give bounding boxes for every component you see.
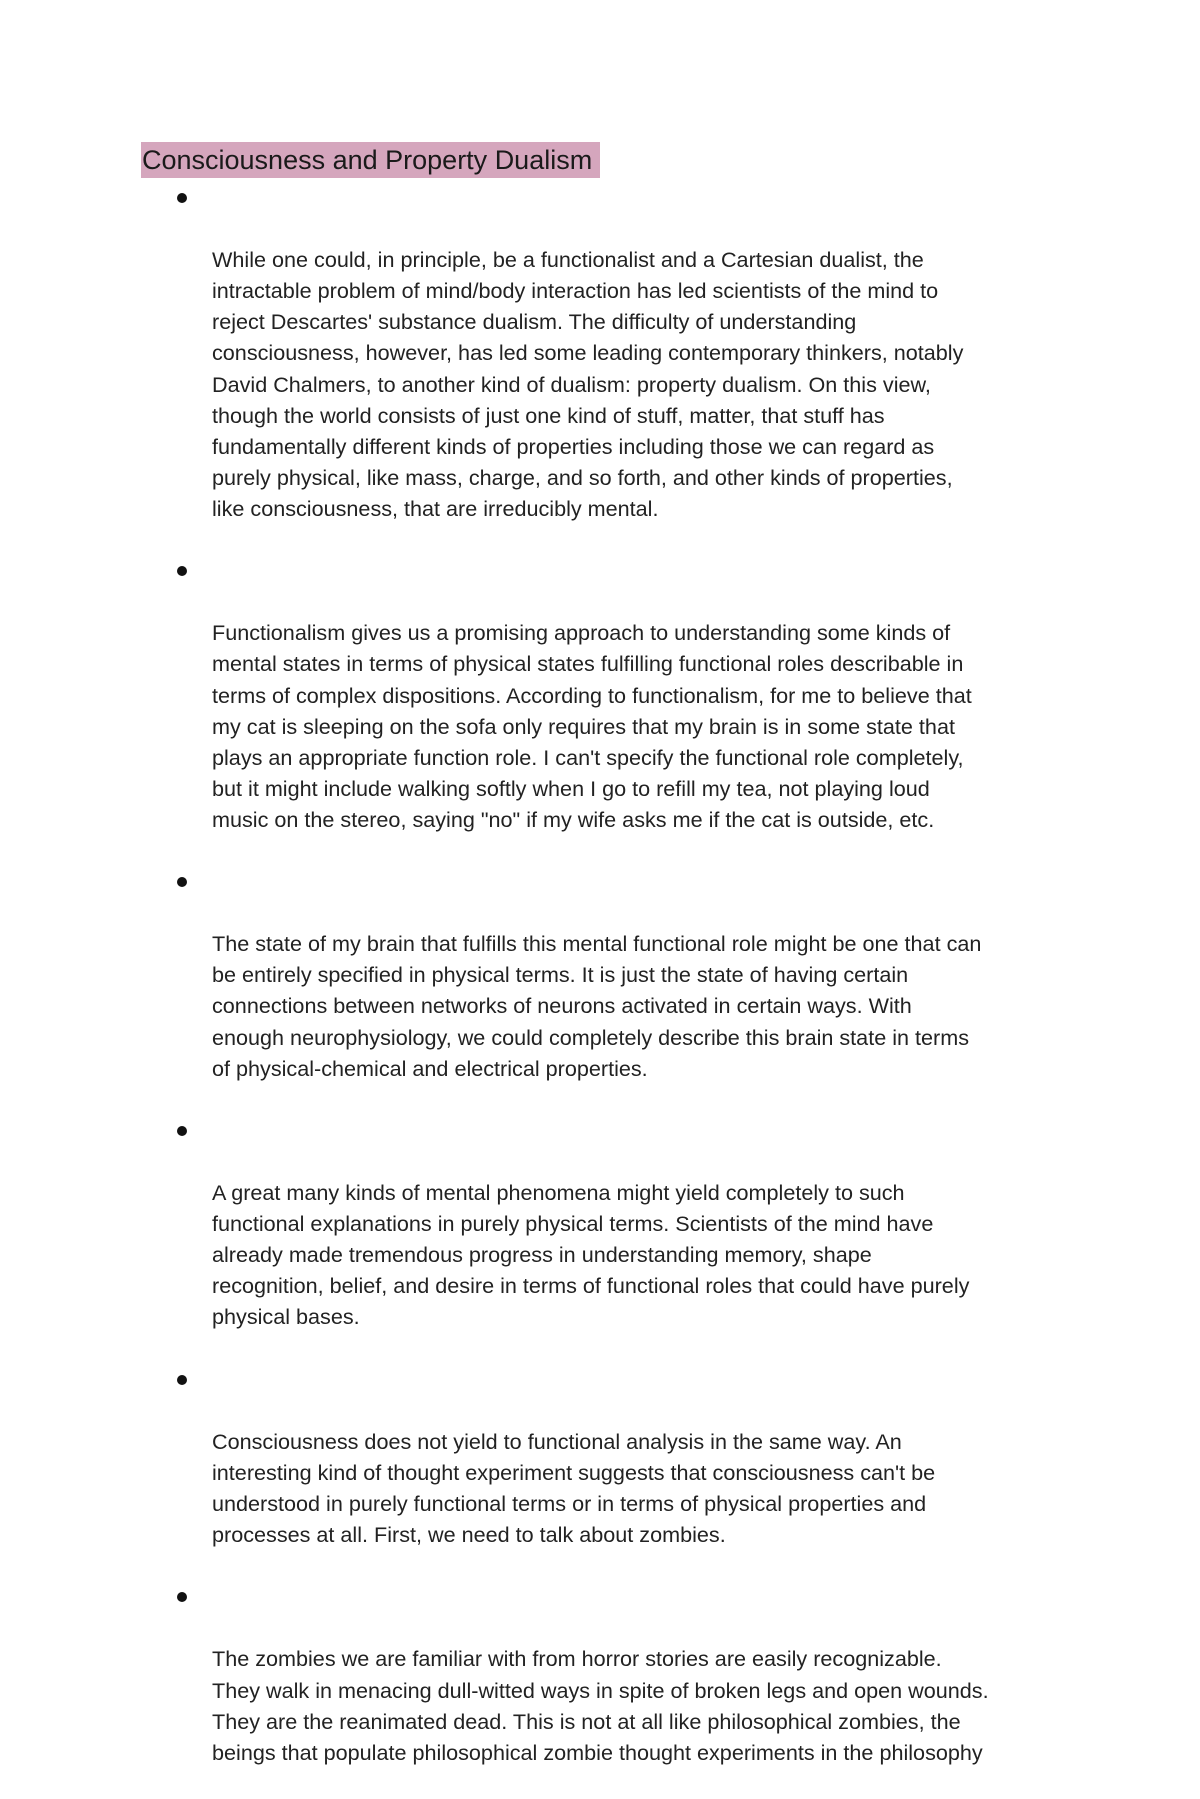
list-item — [212, 1115, 1072, 1333]
list-item — [212, 182, 1072, 524]
list-item-text: The state of my brain that fulfills this mental functional role might be one that can be entirely specified in physical terms. It is just the state of having certain connections between networks of neurons activated in certain ways. With enough neurophysiology, we could completely describe this brain state in terms of physical-chemical and electrical properties. — [212, 931, 982, 1081]
list-item-text: Functionalism gives us a promising approach to understanding some kinds of mental states in terms of physical states fulfilling functional roles describable in terms of complex dispositions. According to functionalism, for me to believe that my cat is sleeping on the sofa only requires that my brain is in some state that plays an appropriate function role. I can't specify the functional role completely, but it might include walking softly when I go to refill my tea, not playing loud music on the stereo, saying "no" if my wife asks me if the cat is outside, etc. — [212, 620, 972, 832]
bullet-list — [212, 182, 1072, 1799]
list-item-text: While one could, in principle, be a functionalist and a Cartesian dualist, the intractable problem of mind/body interaction has led scientists of the mind to reject Descartes' substance dualism. The difficulty of understanding consciousness, however, has led some leading contemporary thinkers, notably David Chalmers, to another kind of dualism: property dualism. On this view, though the world consists of just one kind of stuff, matter, that stuff has fundamentally different kinds of properties including those we can regard as purely physical, like mass, charge, and so forth, and other kinds of properties, like consciousness, that are irreducibly mental. — [212, 247, 964, 521]
list-item — [212, 866, 1072, 1084]
list-item — [212, 1364, 1072, 1551]
bullet-icon — [177, 193, 187, 203]
page-title: Consciousness and Property Dualism — [141, 142, 600, 178]
bullet-icon — [177, 1375, 187, 1385]
list-item — [212, 1581, 1072, 1768]
bullet-icon — [177, 877, 187, 887]
bullet-icon — [177, 1592, 187, 1602]
bullet-icon — [177, 566, 187, 576]
list-item — [212, 555, 1072, 835]
list-item-text: Consciousness does not yield to functional analysis in the same way. An interesting kind of thought experiment suggests that consciousness can't be understood in purely functional terms or in terms of physical properties and processes at all. First, we need to talk about zombies. — [212, 1428, 936, 1548]
list-item-text: The zombies we are familiar with from horror stories are easily recognizable. They walk in menacing dull-witted ways in spite of broken legs and open wounds. They are the reanimated dead. This is not at all like philosophical zombies, the beings that populate philosophical zombie thought experiments in the philosophy — [212, 1646, 989, 1765]
list-item-text: A great many kinds of mental phenomena might yield completely to such functional explanations in purely physical terms. Scientists of the mind have already made tremendous progress in understanding memory, shape recognition, belief, and desire in terms of functional roles that could have purely physical bases. — [212, 1180, 970, 1330]
bullet-icon — [177, 1126, 187, 1136]
